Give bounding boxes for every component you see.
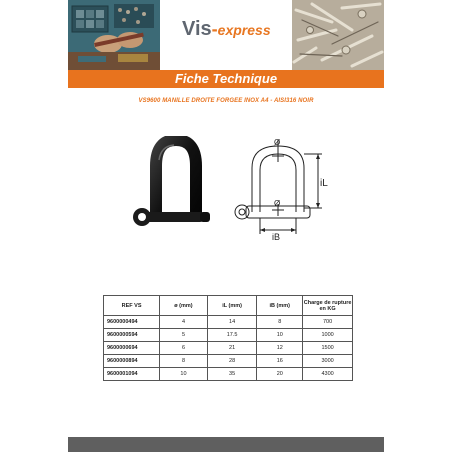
cell-breaking-load: 3000 — [303, 355, 353, 368]
cell-inner-length: 17.5 — [207, 329, 257, 342]
header-ref: REF VS — [104, 296, 160, 316]
cell-ref: 9600000494 — [104, 316, 160, 329]
shackle-technical-drawing — [232, 134, 332, 242]
banner-fiche-technique: Fiche Technique — [68, 70, 384, 88]
cell-inner-width: 8 — [257, 316, 303, 329]
table-header-row — [104, 296, 353, 316]
cell-ref: 9600000594 — [104, 329, 160, 342]
cell-ref: 9600000894 — [104, 355, 160, 368]
header-photo-screws — [292, 0, 384, 70]
cell-diameter: 4 — [160, 316, 208, 329]
cell-inner-width: 20 — [257, 368, 303, 381]
screws-illustration — [292, 0, 384, 70]
cell-inner-width: 16 — [257, 355, 303, 368]
table-row — [104, 316, 353, 329]
cell-ref: 9600000694 — [104, 342, 160, 355]
header-breaking-load: Charge de rupture en KG — [303, 296, 353, 316]
cell-inner-length: 14 — [207, 316, 257, 329]
shackle-photo — [128, 136, 224, 236]
specification-table — [103, 295, 353, 381]
header — [68, 0, 384, 70]
cell-breaking-load: 4300 — [303, 368, 353, 381]
brand-logo — [182, 18, 292, 48]
brand-name-main: Vis — [182, 18, 212, 40]
header-photo-tools — [68, 0, 160, 70]
product-title: VS9600 MANILLE DROITE FORGEE INOX A4 - AISI316 NOIR — [138, 98, 314, 104]
footer-bar — [68, 437, 384, 452]
cell-diameter: 6 — [160, 342, 208, 355]
table-row — [104, 329, 353, 342]
table-row — [104, 368, 353, 381]
table-row — [104, 355, 353, 368]
cell-inner-length: 35 — [207, 368, 257, 381]
inner-width-label: iB — [272, 232, 281, 242]
cell-inner-width: 12 — [257, 342, 303, 355]
cell-diameter: 5 — [160, 329, 208, 342]
cell-breaking-load: 1500 — [303, 342, 353, 355]
cell-inner-length: 28 — [207, 355, 257, 368]
cell-diameter: 10 — [160, 368, 208, 381]
workshop-illustration — [68, 0, 160, 70]
cell-ref: 9600001094 — [104, 368, 160, 381]
inner-length-label: iL — [320, 178, 328, 189]
cell-inner-length: 21 — [207, 342, 257, 355]
header-diameter: ø (mm) — [160, 296, 208, 316]
cell-inner-width: 10 — [257, 329, 303, 342]
header-inner-length: iL (mm) — [207, 296, 257, 316]
header-inner-width: iB (mm) — [257, 296, 303, 316]
diameter-bottom-label: Ø — [274, 199, 281, 208]
table-row — [104, 342, 353, 355]
cell-breaking-load: 1000 — [303, 329, 353, 342]
cell-diameter: 8 — [160, 355, 208, 368]
brand-name-sub: express — [217, 22, 271, 38]
brand-name-dash: - — [211, 19, 218, 39]
cell-breaking-load: 700 — [303, 316, 353, 329]
diameter-top-label: Ø — [274, 138, 281, 147]
